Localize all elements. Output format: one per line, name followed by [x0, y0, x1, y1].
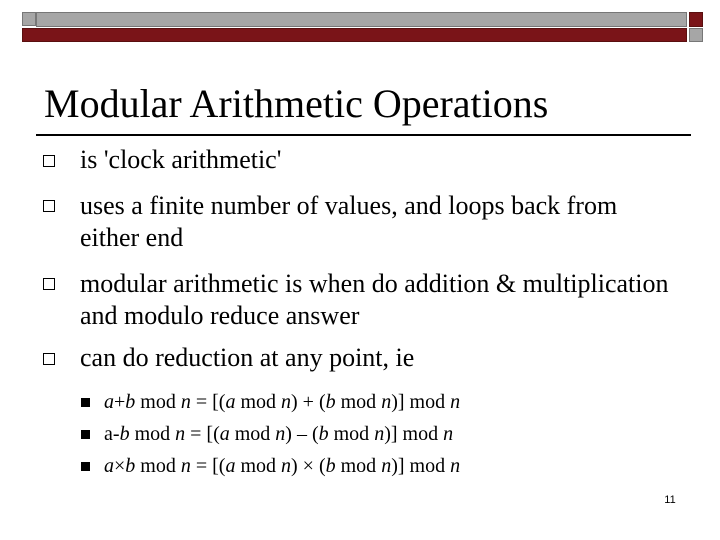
hollow-square-bullet-icon	[43, 278, 55, 290]
slide-title: Modular Arithmetic Operations	[44, 81, 549, 126]
decorative-corner-red	[689, 12, 703, 27]
decorative-band-red	[22, 28, 687, 42]
hollow-square-bullet-icon	[43, 200, 55, 212]
hollow-square-bullet-icon	[43, 353, 55, 365]
filled-square-bullet-icon	[81, 430, 90, 439]
formula-addition: a+b mod n = [(a mod n) + (b mod n)] mod n	[104, 391, 461, 413]
title-underline	[36, 134, 691, 136]
hollow-square-bullet-icon	[43, 155, 55, 167]
filled-square-bullet-icon	[81, 398, 90, 407]
page-number: 11	[664, 494, 676, 506]
decorative-corner-gray	[689, 28, 703, 42]
decorative-band-gray	[36, 12, 687, 27]
bullet-item: uses a finite number of values, and loops back from either end	[80, 191, 618, 252]
decorative-square	[22, 12, 36, 26]
bullet-item: modular arithmetic is when do addition & multiplication and modulo reduce answer	[80, 269, 669, 330]
formula-subtraction: a-b mod n = [(a mod n) – (b mod n)] mod n	[104, 423, 454, 445]
bullet-item: is 'clock arithmetic'	[80, 145, 282, 174]
bullet-item: can do reduction at any point, ie	[80, 343, 415, 372]
filled-square-bullet-icon	[81, 462, 90, 471]
formula-multiplication: a×b mod n = [(a mod n) × (b mod n)] mod n	[104, 455, 461, 477]
